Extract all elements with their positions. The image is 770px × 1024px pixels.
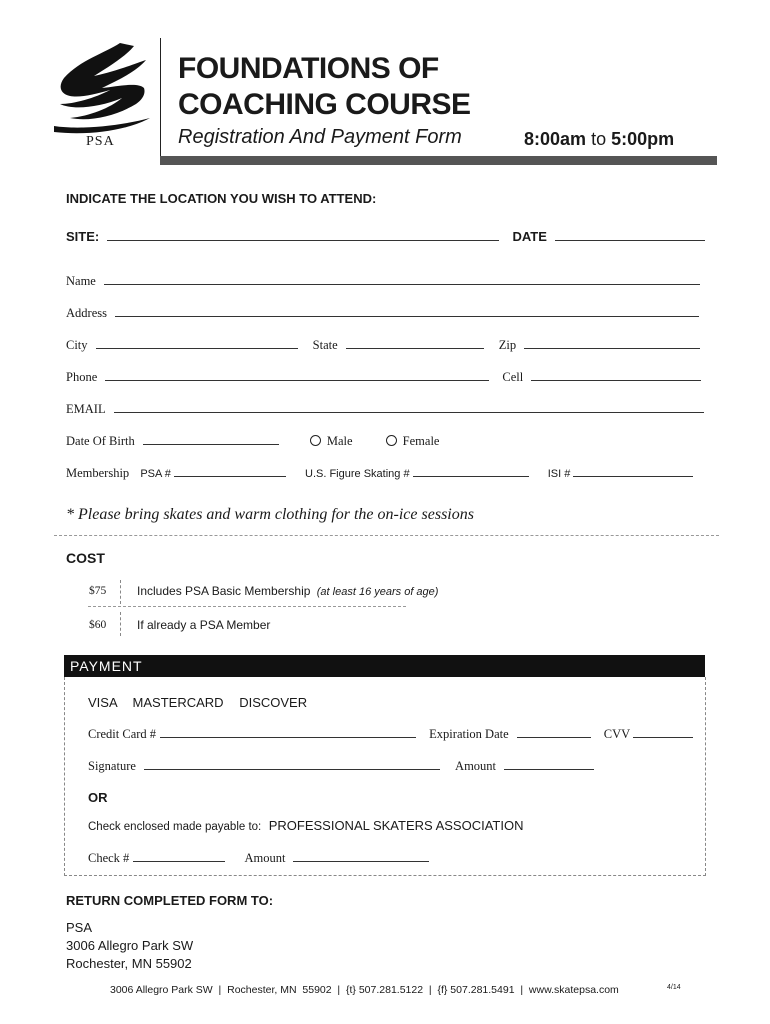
return-line-3: Rochester, MN 55902	[66, 956, 192, 971]
check-payable-label: Check enclosed made payable to:	[88, 821, 262, 833]
credit-card-row	[88, 727, 693, 742]
signature-label: Signature	[88, 759, 136, 773]
cost-row-75	[137, 584, 438, 598]
check-row	[88, 851, 429, 866]
cost-price-75: $75	[89, 585, 107, 597]
check-amount-input[interactable]	[293, 861, 429, 862]
check-payable-row	[88, 817, 523, 835]
cost-heading: COST	[66, 550, 105, 566]
cost-price-60: $60	[89, 619, 107, 631]
city-input[interactable]	[96, 348, 298, 349]
cost-desc-75: Includes PSA Basic Membership	[137, 584, 311, 598]
female-option[interactable]	[386, 434, 440, 448]
dob-label: Date Of Birth	[66, 434, 135, 448]
subtitle: Registration And Payment Form	[178, 126, 462, 148]
phone-input[interactable]	[105, 380, 489, 381]
payment-bar	[64, 655, 705, 677]
male-option[interactable]	[310, 434, 353, 448]
psa-number-input[interactable]	[174, 476, 286, 477]
female-label: Female	[402, 434, 440, 448]
header-divider	[160, 38, 161, 156]
footer-version: 4/14	[667, 984, 681, 991]
email-row	[66, 402, 704, 417]
cvv-label: CVV	[603, 727, 631, 741]
card-visa[interactable]: VISA	[88, 695, 117, 710]
check-amount-label: Amount	[244, 851, 286, 865]
male-radio-icon[interactable]	[310, 435, 321, 446]
dob-input[interactable]	[143, 444, 279, 445]
note-divider	[54, 535, 719, 536]
email-input[interactable]	[114, 412, 704, 413]
title-line-1: FOUNDATIONS OF	[178, 52, 439, 85]
cell-input[interactable]	[531, 380, 701, 381]
return-heading: RETURN COMPLETED FORM TO:	[66, 893, 274, 908]
name-row	[66, 274, 700, 289]
name-label: Name	[66, 274, 96, 288]
amount-input[interactable]	[504, 769, 594, 770]
dob-row	[66, 434, 439, 449]
header-bar	[160, 156, 717, 165]
psa-number-label: PSA #	[140, 468, 171, 480]
cost-row-divider	[88, 606, 406, 607]
signature-row	[88, 759, 594, 774]
check-payable-to: PROFESSIONAL SKATERS ASSOCIATION	[268, 818, 524, 833]
return-line-1: PSA	[66, 920, 93, 935]
cvv-input[interactable]	[633, 737, 693, 738]
site-row	[66, 229, 705, 244]
address-label: Address	[66, 306, 107, 320]
isi-number-input[interactable]	[573, 476, 693, 477]
expiration-input[interactable]	[517, 737, 591, 738]
city-label: City	[66, 338, 88, 352]
title-line-2: COACHING COURSE	[178, 88, 471, 121]
cell-label: Cell	[502, 370, 524, 384]
return-line-2: 3006 Allegro Park SW	[66, 938, 194, 953]
phone-label: Phone	[66, 370, 98, 384]
card-mastercard[interactable]: MASTERCARD	[132, 695, 224, 710]
usfs-number-label: U.S. Figure Skating #	[305, 468, 410, 480]
isi-number-label: ISI #	[547, 468, 571, 480]
cost-desc-60: If already a PSA Member	[137, 618, 271, 632]
time-to: to	[591, 129, 607, 149]
psa-logo	[50, 38, 156, 150]
credit-card-input[interactable]	[160, 737, 416, 738]
cost-divider-1	[120, 580, 121, 604]
signature-input[interactable]	[144, 769, 440, 770]
logo-text: PSA	[86, 134, 115, 149]
time-start: 8:00am	[524, 129, 587, 149]
state-label: State	[312, 338, 338, 352]
expiration-label: Expiration Date	[429, 727, 509, 741]
usfs-number-input[interactable]	[413, 476, 529, 477]
city-row	[66, 338, 700, 353]
cost-divider-2	[120, 612, 121, 636]
or-label: OR	[88, 790, 108, 805]
zip-label: Zip	[498, 338, 517, 352]
skater-wing-icon	[50, 38, 156, 138]
skates-note: * Please bring skates and warm clothing for the on-ice sessions	[66, 506, 474, 523]
card-discover[interactable]: DISCOVER	[239, 695, 308, 710]
site-label: SITE:	[66, 229, 100, 244]
membership-label: Membership	[66, 466, 130, 480]
payment-heading: PAYMENT	[70, 658, 143, 674]
time-end: 5:00pm	[611, 129, 675, 149]
card-types	[88, 695, 307, 710]
membership-row	[66, 466, 693, 481]
address-row	[66, 306, 699, 321]
cost-extra-75: (at least 16 years of age)	[316, 586, 439, 598]
zip-input[interactable]	[524, 348, 700, 349]
phone-row	[66, 370, 701, 385]
name-input[interactable]	[104, 284, 700, 285]
address-input[interactable]	[115, 316, 699, 317]
footer-address: 3006 Allegro Park SW | Rochester, MN 55902 | {t} 507.281.5122 | {f} 507.281.5491 | www.skatepsa.com	[110, 984, 619, 996]
amount-label: Amount	[455, 759, 497, 773]
state-input[interactable]	[346, 348, 484, 349]
check-number-input[interactable]	[133, 861, 225, 862]
course-hours	[524, 129, 674, 150]
credit-card-label: Credit Card #	[88, 727, 157, 741]
female-radio-icon[interactable]	[386, 435, 397, 446]
check-number-label: Check #	[88, 851, 130, 865]
email-label: EMAIL	[66, 402, 106, 416]
location-heading: INDICATE THE LOCATION YOU WISH TO ATTEND:	[66, 191, 377, 206]
male-label: Male	[326, 434, 353, 448]
site-input[interactable]	[107, 240, 499, 241]
date-input[interactable]	[555, 240, 705, 241]
date-label: DATE	[512, 229, 547, 244]
